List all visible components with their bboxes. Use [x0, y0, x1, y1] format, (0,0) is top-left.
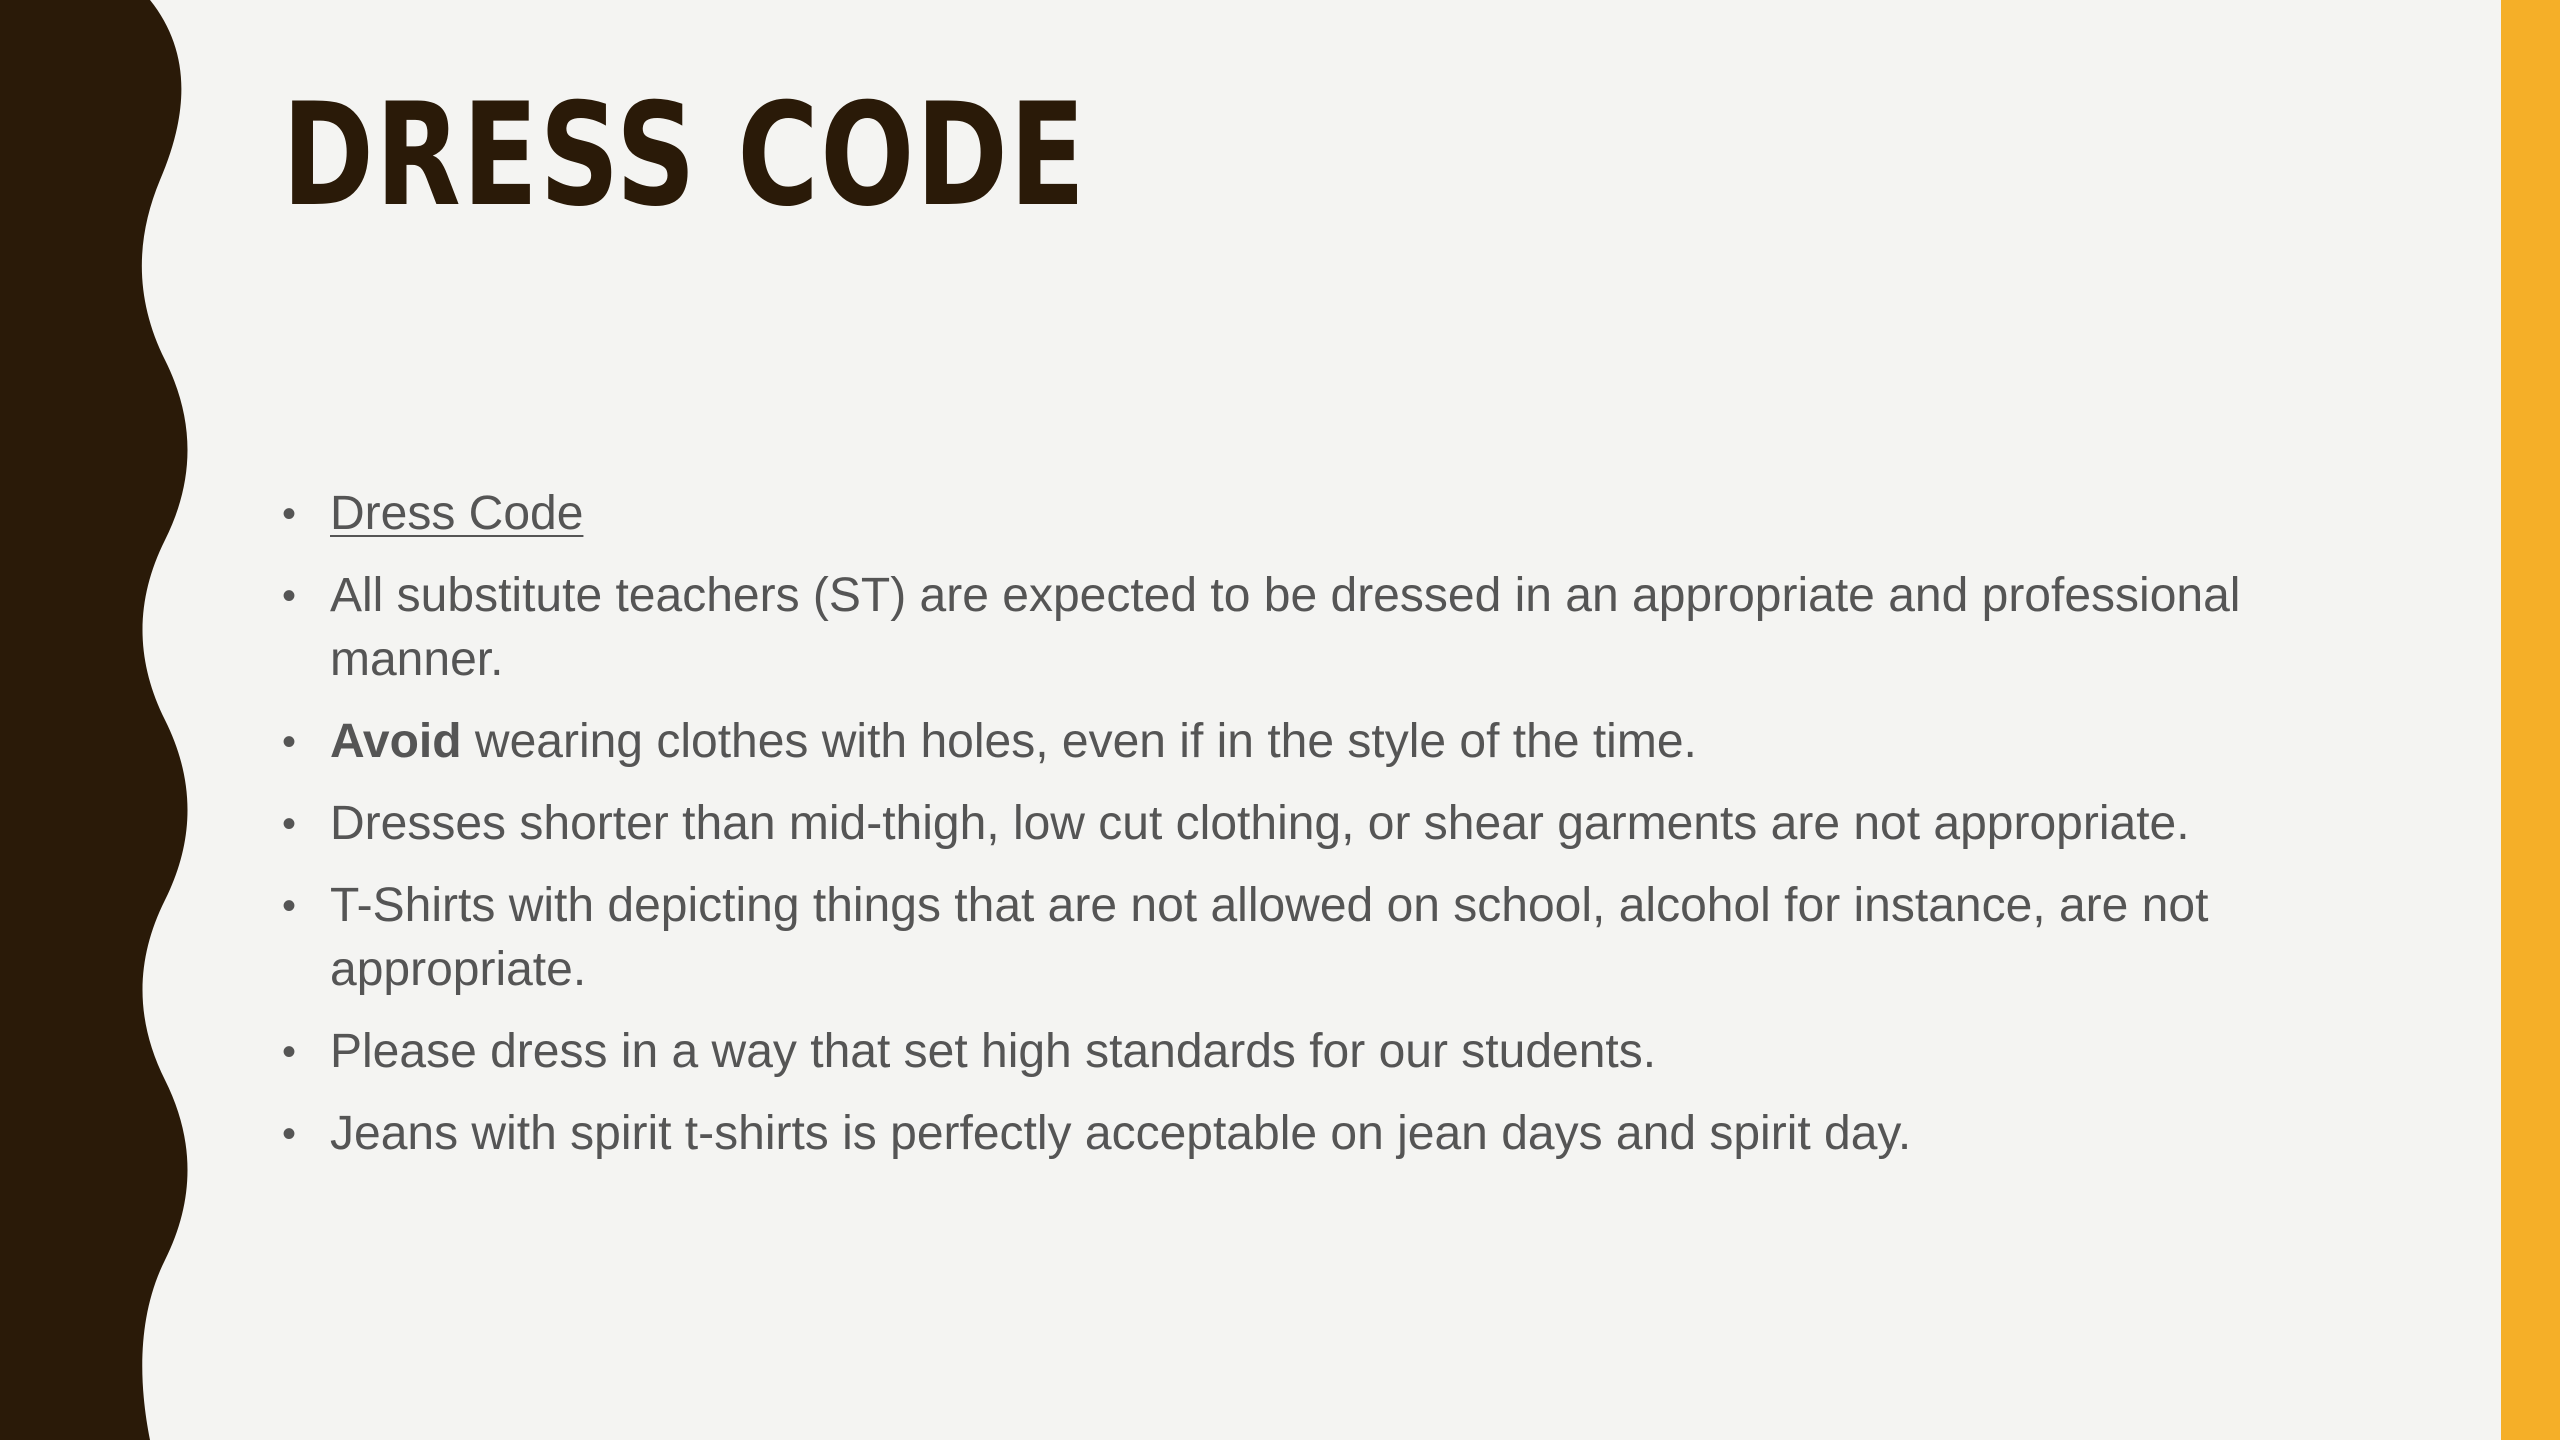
bullet-bold-text: Avoid — [330, 715, 462, 768]
bullet-item — [282, 710, 2322, 774]
bullet-text: Please dress in a way that set high standards for our students. — [330, 1025, 1657, 1078]
bullet-item — [282, 1102, 2322, 1166]
bullet-item — [282, 564, 2322, 692]
accent-side-bar — [2501, 0, 2560, 1440]
bullet-item — [282, 482, 2322, 546]
bullet-text: Jeans with spirit t-shirts is perfectly acceptable on jean days and spirit day. — [330, 1107, 1912, 1160]
slide-title: DRESS CODE — [282, 73, 1087, 238]
bullet-marker: • — [282, 802, 297, 846]
bullet-text: All substitute teachers (ST) are expected to be dressed in an appropriate and professional manner. — [330, 569, 2241, 686]
bullet-list — [282, 482, 2322, 1184]
bullet-marker: • — [282, 884, 297, 928]
wavy-side-band — [0, 0, 200, 1440]
bullet-text: wearing clothes with holes, even if in the style of the time. — [461, 715, 1697, 768]
bullet-item — [282, 1020, 2322, 1084]
bullet-marker: • — [282, 492, 297, 536]
bullet-marker: • — [282, 1112, 297, 1156]
wavy-band-shape — [0, 0, 188, 1440]
bullet-text-link[interactable]: Dress Code — [330, 487, 584, 540]
bullet-marker: • — [282, 1030, 297, 1074]
bullet-item — [282, 874, 2322, 1002]
bullet-item — [282, 792, 2322, 856]
bullet-text: T-Shirts with depicting things that are not allowed on school, alcohol for instance, are not appropriate. — [330, 879, 2209, 996]
bullet-text: Dresses shorter than mid-thigh, low cut clothing, or shear garments are not appropriate. — [330, 797, 2190, 850]
bullet-marker: • — [282, 574, 297, 618]
bullet-marker: • — [282, 720, 297, 764]
